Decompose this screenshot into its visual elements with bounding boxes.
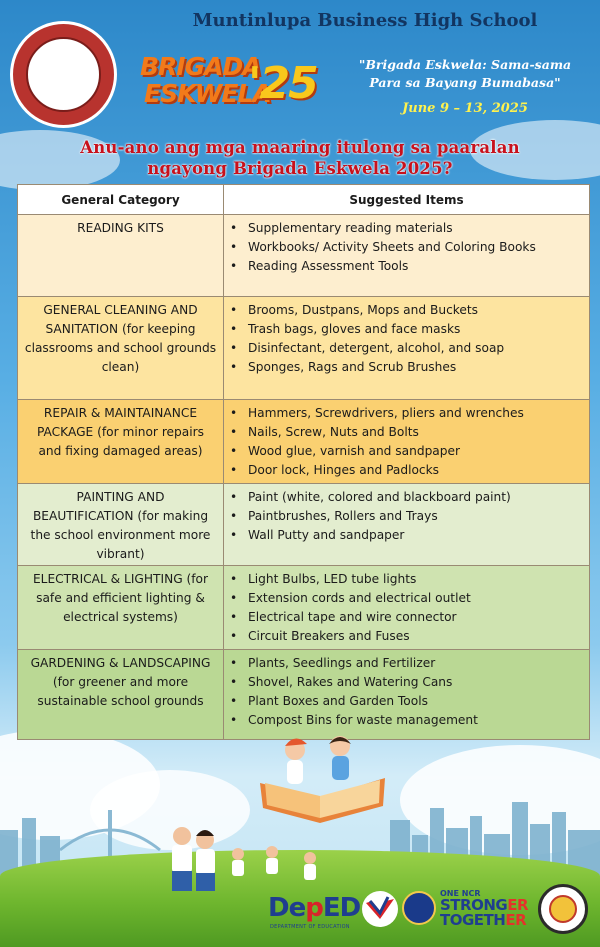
table-body: [18, 215, 590, 740]
brigada-eskwela-logo: [140, 52, 320, 114]
category-cell: [18, 215, 224, 297]
item-text: Brooms, Dustpans, Mops and Buckets: [248, 303, 479, 317]
category-text-line: GARDENING & LANDSCAPING: [30, 656, 211, 670]
suggested-items-cell: [224, 566, 590, 650]
ncr-logo-line-1: ONE NCR: [440, 889, 481, 898]
suggested-items-cell: [224, 400, 590, 484]
suggested-items-cell: [224, 484, 590, 566]
list-item: [230, 320, 586, 339]
item-text: Extension cords and electrical outlet: [248, 591, 471, 605]
bullet-icon: •: [230, 463, 238, 477]
list-item: [230, 589, 586, 608]
item-text: Compost Bins for waste management: [248, 713, 478, 727]
list-item: [230, 673, 586, 692]
list-item: [230, 461, 586, 480]
list-item: [230, 423, 586, 442]
list-item: [230, 654, 586, 673]
children-on-book-illustration: [255, 728, 390, 823]
list-item: [230, 238, 586, 257]
list-item: [230, 570, 586, 589]
category-text-line: safe and efficient lighting &: [36, 591, 205, 605]
list-item: [230, 257, 586, 276]
school-seal: [13, 24, 114, 125]
bullet-icon: •: [230, 490, 238, 504]
item-text: Plants, Seedlings and Fertilizer: [248, 656, 436, 670]
item-text: Paint (white, colored and blackboard paint): [248, 490, 511, 504]
bullet-icon: •: [230, 591, 238, 605]
category-text-line: the school environment more: [30, 528, 211, 542]
item-text: Reading Assessment Tools: [248, 259, 409, 273]
list-item: [230, 526, 586, 545]
category-text-line: PACKAGE (for minor repairs: [36, 425, 205, 439]
bullet-icon: •: [230, 675, 238, 689]
bullet-icon: •: [230, 509, 238, 523]
list-item: [230, 358, 586, 377]
category-text-line: (for greener and more: [52, 675, 189, 689]
bullet-icon: •: [230, 425, 238, 439]
bullet-icon: •: [230, 444, 238, 458]
item-text: Disinfectant, detergent, alcohol, and soap: [248, 341, 505, 355]
item-text: Nails, Screw, Nuts and Bolts: [248, 425, 419, 439]
bullet-icon: •: [230, 360, 238, 374]
category-text-line: GENERAL CLEANING AND: [43, 303, 198, 317]
table-row: [18, 215, 590, 297]
category-text-line: classrooms and school grounds: [24, 341, 217, 355]
logo-word-brigada: BRIGADA: [140, 52, 261, 81]
item-text: Wood glue, varnish and sandpaper: [248, 444, 461, 458]
list-item: [230, 219, 586, 238]
category-cell: [18, 400, 224, 484]
logo-year: '25: [248, 58, 317, 109]
suggested-items-table: [17, 184, 590, 740]
ncr-logo-line-2: STRONGER: [440, 896, 528, 914]
bullet-icon: •: [230, 322, 238, 336]
bullet-icon: •: [230, 610, 238, 624]
category-text-line: sustainable school grounds: [37, 694, 204, 708]
list-item: [230, 301, 586, 320]
item-text: Circuit Breakers and Fuses: [248, 629, 410, 643]
bullet-icon: •: [230, 303, 238, 317]
list-item: [230, 404, 586, 423]
table-header-row: [18, 185, 590, 215]
list-item: [230, 608, 586, 627]
ncr-logo-line-3: TOGETHER: [440, 911, 527, 929]
table-row: [18, 400, 590, 484]
bullet-icon: •: [230, 572, 238, 586]
bagong-pilipinas-logo: [360, 889, 400, 929]
bullet-icon: •: [230, 406, 238, 420]
logo-word-eskwela: ESKWELA: [144, 79, 271, 108]
theme-line-2: Para sa Bayang Bumabasa": [369, 75, 561, 90]
category-text-line: clean): [101, 360, 140, 374]
theme-line-1: "Brigada Eskwela: Sama-sama: [358, 57, 572, 72]
category-text-line: SANITATION (for keeping: [45, 322, 196, 336]
school-name: Muntinlupa Business High School: [192, 10, 538, 31]
header-general-category: General Category: [18, 185, 224, 215]
category-cell: [18, 297, 224, 400]
item-text: Workbooks/ Activity Sheets and Coloring Books: [248, 240, 536, 254]
table-row: [18, 297, 590, 400]
bullet-icon: •: [230, 656, 238, 670]
bullet-icon: •: [230, 240, 238, 254]
list-item: [230, 692, 586, 711]
category-text-line: READING KITS: [77, 221, 164, 235]
category-text-line: BEAUTIFICATION (for making: [32, 509, 209, 523]
bullet-icon: •: [230, 341, 238, 355]
deped-logo-subtitle: DEPARTMENT OF EDUCATION: [270, 924, 350, 930]
item-text: Supplementary reading materials: [248, 221, 453, 235]
category-text-line: REPAIR & MAINTAINANCE: [43, 406, 198, 420]
table-row: [18, 650, 590, 740]
list-item: [230, 339, 586, 358]
category-text-line: and fixing damaged areas): [38, 444, 203, 458]
category-cell: [18, 566, 224, 650]
suggested-items-cell: [224, 215, 590, 297]
suggested-items-cell: [224, 650, 590, 740]
category-cell: [18, 484, 224, 566]
item-text: Electrical tape and wire connector: [248, 610, 457, 624]
division-logo: [538, 884, 588, 934]
question-line-1: Anu-ano ang mga maaring itulong sa paaralan: [80, 138, 520, 157]
seal-year: 1998: [52, 100, 75, 109]
deped-logo: DepED: [268, 893, 361, 923]
table-row: [18, 484, 590, 566]
item-text: Light Bulbs, LED tube lights: [248, 572, 417, 586]
category-text-line: PAINTING AND: [76, 490, 165, 504]
item-text: Shovel, Rakes and Watering Cans: [248, 675, 453, 689]
bullet-icon: •: [230, 629, 238, 643]
list-item: [230, 507, 586, 526]
item-text: Sponges, Rags and Scrub Brushes: [248, 360, 457, 374]
bullet-icon: •: [230, 528, 238, 542]
list-item: [230, 627, 586, 646]
bullet-icon: •: [230, 713, 238, 727]
category-text-line: vibrant): [96, 547, 145, 561]
table-row: [18, 566, 590, 650]
bullet-icon: •: [230, 259, 238, 273]
bullet-icon: •: [230, 694, 238, 708]
question-line-2: ngayong Brigada Eskwela 2025?: [147, 159, 453, 178]
bullet-icon: •: [230, 221, 238, 235]
one-ncr-stronger-together-logo: [440, 890, 532, 928]
category-text-line: ELECTRICAL & LIGHTING (for: [32, 572, 209, 586]
government-seal-logo: [402, 891, 436, 925]
list-item: [230, 488, 586, 507]
item-text: Plant Boxes and Garden Tools: [248, 694, 428, 708]
category-cell: [18, 650, 224, 740]
item-text: Wall Putty and sandpaper: [248, 528, 405, 542]
item-text: Trash bags, gloves and face masks: [248, 322, 461, 336]
suggested-items-cell: [224, 297, 590, 400]
header-suggested-items: Suggested Items: [224, 185, 590, 215]
item-text: Hammers, Screwdrivers, pliers and wrenches: [248, 406, 524, 420]
item-text: Door lock, Hinges and Padlocks: [248, 463, 440, 477]
category-text-line: electrical systems): [63, 610, 178, 624]
item-text: Paintbrushes, Rollers and Trays: [248, 509, 438, 523]
list-item: [230, 442, 586, 461]
event-date: June 9 – 13, 2025: [402, 101, 528, 116]
